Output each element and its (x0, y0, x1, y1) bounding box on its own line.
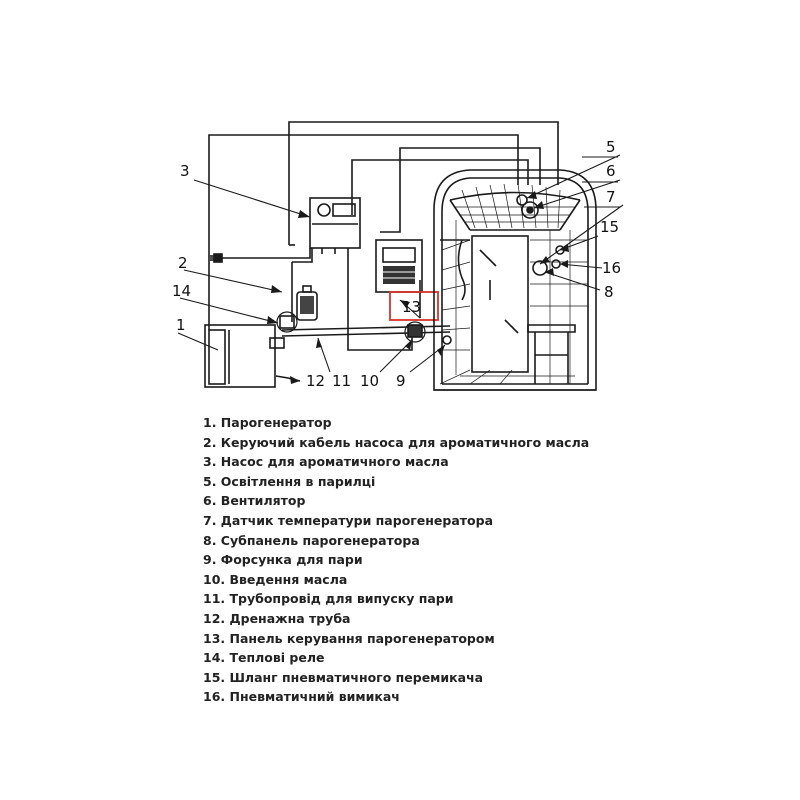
steam-room (434, 170, 596, 390)
legend-item: 11. Трубопровід для випуску пари (203, 591, 454, 607)
thermal-relay (277, 312, 297, 332)
callout-3: 3 (180, 162, 190, 180)
legend-item: 10. Введення масла (203, 571, 348, 587)
legend-item: 16. Пневматичний вимикач (203, 689, 400, 705)
oil-bottle (297, 286, 317, 320)
callout-14: 14 (172, 282, 192, 300)
steam-nozzle-icon (443, 336, 451, 344)
callout-16: 16 (602, 259, 622, 277)
pneumatic-switch-icon (552, 260, 560, 268)
legend-item: 6. Вентилятор (203, 493, 306, 509)
arrowheads (267, 191, 569, 384)
legend-item: 3. Насос для ароматичного масла (203, 454, 449, 470)
legend-item: 15. Шланг пневматичного перемикача (203, 669, 484, 685)
legend-item: 2. Керуючий кабель насоса для ароматичного масла (203, 434, 590, 450)
legend-item: 1. Парогенератор (203, 415, 332, 430)
ceiling-tiles (455, 184, 575, 228)
callout-13: 13 (402, 298, 422, 316)
legend-list (203, 413, 589, 707)
legend-item: 8. Субпанель парогенератора (203, 532, 420, 548)
callout-15: 15 (600, 218, 620, 236)
legend-item: 13. Панель керування парогенератором (203, 630, 495, 646)
shower-hose (459, 240, 466, 300)
temperature-sensor-icon (533, 261, 547, 275)
legend-item: 14. Теплові реле (203, 650, 325, 666)
bench (528, 325, 575, 384)
legend-item: 12. Дренажна труба (203, 610, 351, 626)
callout-7: 7 (606, 188, 616, 206)
wall-tiles (440, 220, 588, 384)
callout-11: 11 (332, 372, 352, 390)
steam-generator (205, 325, 284, 387)
glass-door (472, 236, 528, 372)
callout-8: 8 (604, 283, 614, 301)
callout-1: 1 (176, 316, 186, 334)
callout-10: 10 (360, 372, 380, 390)
callout-9: 9 (396, 372, 406, 390)
callout-12: 12 (306, 372, 326, 390)
legend-item: 7. Датчик температури парогенератора (203, 512, 494, 528)
callout-6: 6 (606, 162, 616, 180)
legend-item: 5. Освітлення в парилці (203, 473, 376, 489)
oil-inlet (405, 322, 425, 342)
legend-item: 9. Форсунка для пари (203, 552, 363, 568)
callout-2: 2 (178, 254, 188, 272)
control-panel (376, 240, 422, 292)
callout-5: 5 (606, 138, 616, 156)
